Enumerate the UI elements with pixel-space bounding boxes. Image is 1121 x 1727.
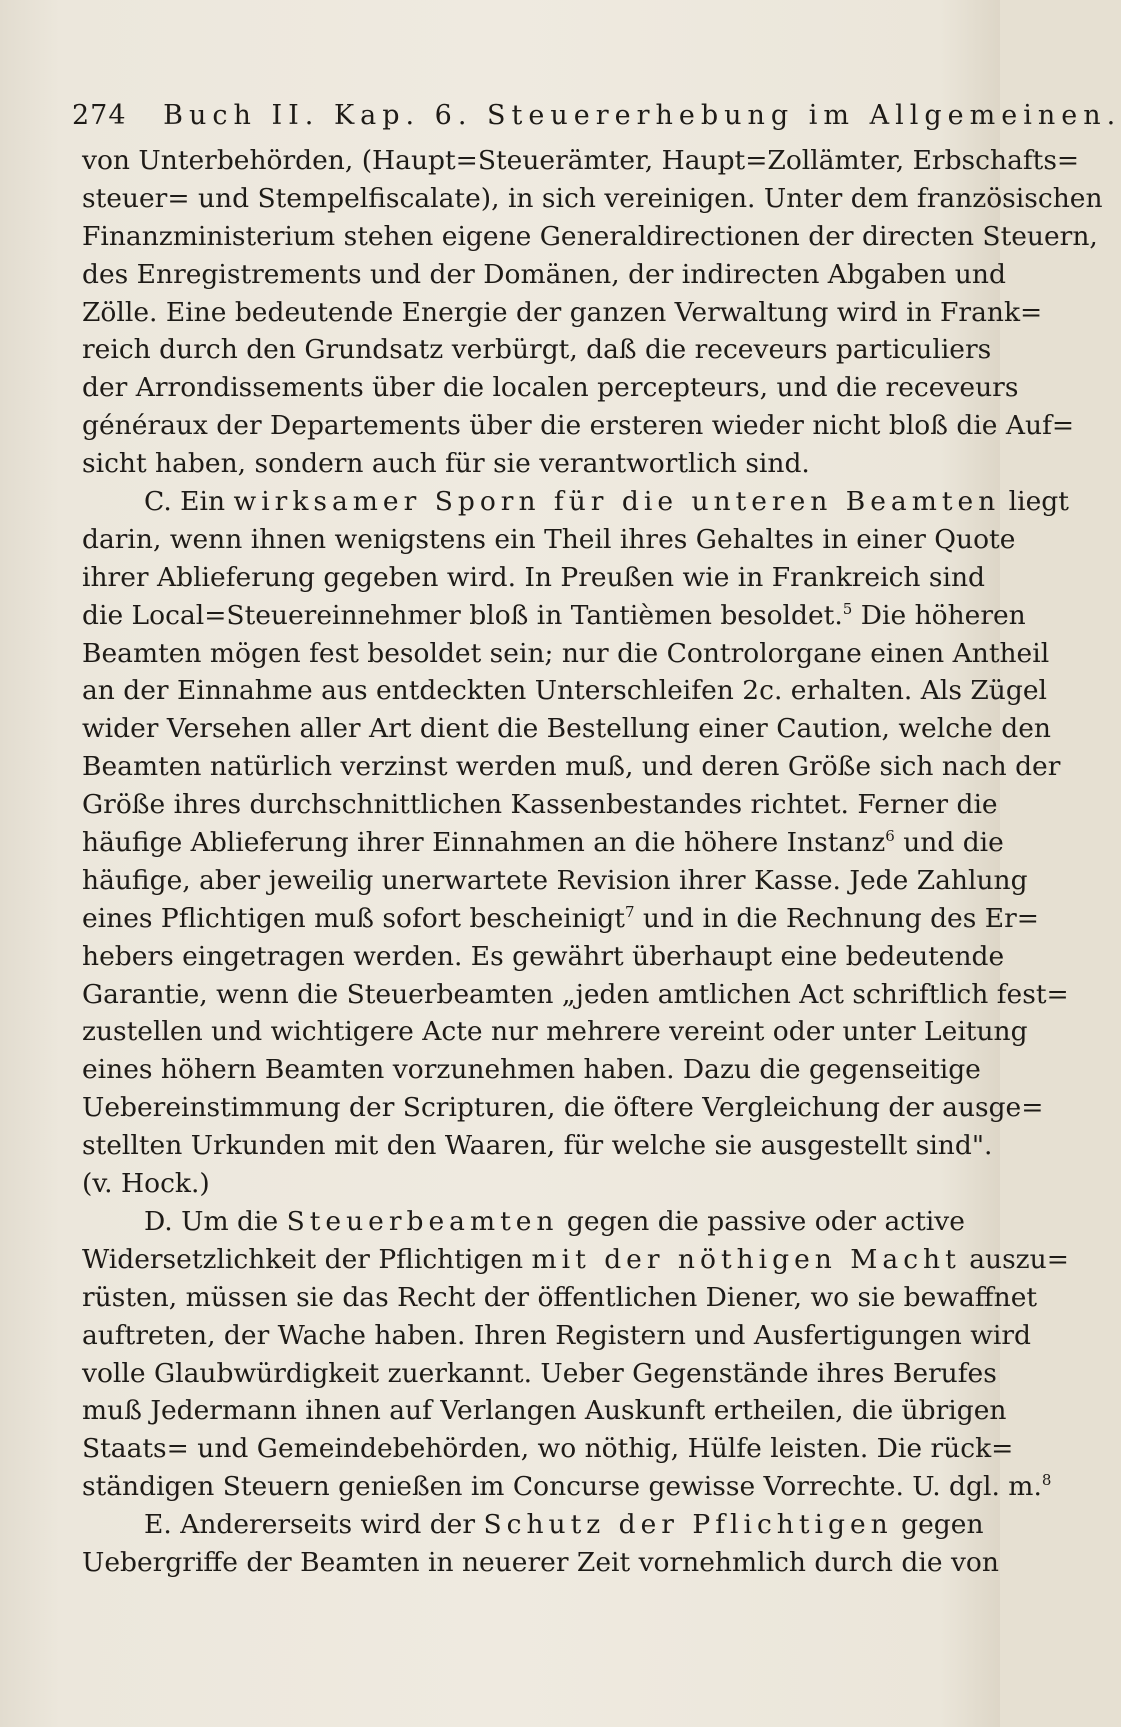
- page-number: 274: [72, 100, 127, 131]
- text-line: généraux der Departements über die ersteren wieder nicht bloß die Auf=: [82, 410, 1075, 442]
- text-segment: und die: [903, 827, 1004, 859]
- text-line: Größe ihres durchschnittlichen Kassenbestandes richtet. Ferner die: [82, 789, 998, 821]
- text-line: Uebereinstimmung der Scripturen, die öftere Vergleichung der ausge=: [82, 1092, 1044, 1124]
- footnote-marker[interactable]: 8: [1041, 1471, 1052, 1490]
- text-segment: Die höheren: [860, 599, 1026, 631]
- paragraph-label: D. Um die: [144, 1205, 279, 1237]
- footnote-marker[interactable]: 6: [885, 827, 895, 846]
- text-segment: häufige Ablieferung ihrer Einnahmen an die höhere Instanz: [82, 827, 886, 859]
- text-line: Beamten mögen fest besoldet sein; nur die Controlorgane einen Antheil: [82, 637, 1050, 669]
- text-line: zustellen und wichtigere Acte nur mehrere vereint oder unter Leitung: [82, 1016, 1028, 1048]
- paragraph-e-start: [82, 1506, 984, 1544]
- text-segment: gegen: [901, 1509, 984, 1541]
- footnote-marker[interactable]: 5: [842, 599, 853, 618]
- footnote-marker[interactable]: 7: [624, 902, 635, 921]
- text-segment: eines Pflichtigen muß sofort bescheinigt: [82, 902, 625, 934]
- text-line: des Enregistrements und der Domänen, der indirecten Abgaben und: [82, 258, 1006, 290]
- text-line: Uebergriffe der Beamten in neuerer Zeit vornehmlich durch die von: [82, 1546, 999, 1578]
- text-segment: ständigen Steuern genießen im Concurse gewisse Vorrechte. U. dgl. m.: [82, 1471, 1042, 1503]
- text-line: Staats= und Gemeindebehörden, wo nöthig, Hülfe leisten. Die rück=: [82, 1433, 1014, 1465]
- running-header: [72, 100, 1121, 131]
- text-line: [82, 1241, 1069, 1279]
- text-line: (v. Hock.): [82, 1168, 210, 1200]
- text-line: an der Einnahme aus entdeckten Unterschleifen 2c. erhalten. Als Zügel: [82, 675, 1047, 707]
- paragraph-d-start: [82, 1203, 965, 1241]
- text-line-with-footnote: [82, 1468, 1052, 1506]
- text-segment: die Local=Steuereinnehmer bloß in Tantièmen besoldet.: [82, 599, 843, 631]
- text-line: darin, wenn ihnen wenigstens ein Theil ihres Gehaltes in einer Quote: [82, 523, 1016, 555]
- paragraph-label: C. Ein: [144, 486, 226, 518]
- text-line: Garantie, wenn die Steuerbeamten „jeden amtlichen Act schriftlich fest=: [82, 978, 1069, 1010]
- text-line: volle Glaubwürdigkeit zuerkannt. Ueber Gegenstände ihres Berufes: [82, 1357, 997, 1389]
- text-line: von Unterbehörden, (Haupt=Steuerämter, Haupt=Zollämter, Erbschafts=: [82, 145, 1080, 176]
- text-line: rüsten, müssen sie das Recht der öffentlichen Diener, wo sie bewaffnet: [82, 1281, 1038, 1313]
- running-title: Buch II. Kap. 6. Steuererhebung im Allgemeinen.: [163, 100, 1121, 131]
- text-line-with-footnote: [82, 900, 1039, 938]
- spaced-emphasis: mit der nöthigen Macht: [531, 1243, 961, 1275]
- text-line: hebers eingetragen werden. Es gewährt überhaupt eine bedeutende: [82, 940, 1005, 972]
- text-line: häufige, aber jeweilig unerwartete Revision ihrer Kasse. Jede Zahlung: [82, 864, 1028, 896]
- text-line: ihrer Ablieferung gegeben wird. In Preußen wie in Frankreich sind: [82, 561, 986, 593]
- text-line: steuer= und Stempelfiscalate), in sich vereinigen. Unter dem französischen: [82, 182, 1103, 214]
- text-line: Zölle. Eine bedeutende Energie der ganzen Verwaltung wird in Frank=: [82, 296, 1043, 328]
- text-line: der Arrondissements über die localen percepteurs, und die receveurs: [82, 372, 1019, 404]
- text-segment: gegen die passive oder active: [566, 1205, 965, 1237]
- text-line: eines höhern Beamten vorzunehmen haben. Dazu die gegenseitige: [82, 1054, 981, 1086]
- text-line: wider Versehen aller Art dient die Bestellung einer Caution, welche den: [82, 713, 1051, 745]
- text-line-with-footnote: [82, 597, 1026, 635]
- paragraph-c-start: [82, 483, 1069, 521]
- text-line-with-footnote: [82, 824, 1004, 862]
- text-line: Beamten natürlich verzinst werden muß, und deren Größe sich nach der: [82, 751, 1061, 783]
- text-line: reich durch den Grundsatz verbürgt, daß die receveurs particuliers: [82, 334, 992, 366]
- spaced-emphasis: wirksamer Sporn für die unteren Beamten: [233, 486, 1001, 518]
- paragraph-label: E. Andererseits wird der: [144, 1509, 476, 1541]
- text-line: sicht haben, sondern auch für sie verantwortlich sind.: [82, 448, 810, 480]
- text-line: muß Jedermann ihnen auf Verlangen Auskunft ertheilen, die übrigen: [82, 1395, 1007, 1427]
- text-segment: auszu=: [969, 1243, 1069, 1275]
- body-text: [82, 142, 1103, 1582]
- spaced-emphasis: Steuerbeamten: [286, 1205, 559, 1237]
- text-line: auftreten, der Wache haben. Ihren Registern und Ausfertigungen wird: [82, 1319, 1032, 1351]
- text-line: stellten Urkunden mit den Waaren, für welche sie ausgestellt sind".: [82, 1130, 993, 1162]
- text-segment: liegt: [1008, 486, 1069, 518]
- text-segment: Widersetzlichkeit der Pflichtigen: [82, 1243, 524, 1275]
- spaced-emphasis: Schutz der Pflichtigen: [483, 1509, 893, 1541]
- text-segment: und in die Rechnung des Er=: [642, 902, 1039, 934]
- text-line: Finanzministerium stehen eigene Generaldirectionen der directen Steuern,: [82, 220, 1098, 252]
